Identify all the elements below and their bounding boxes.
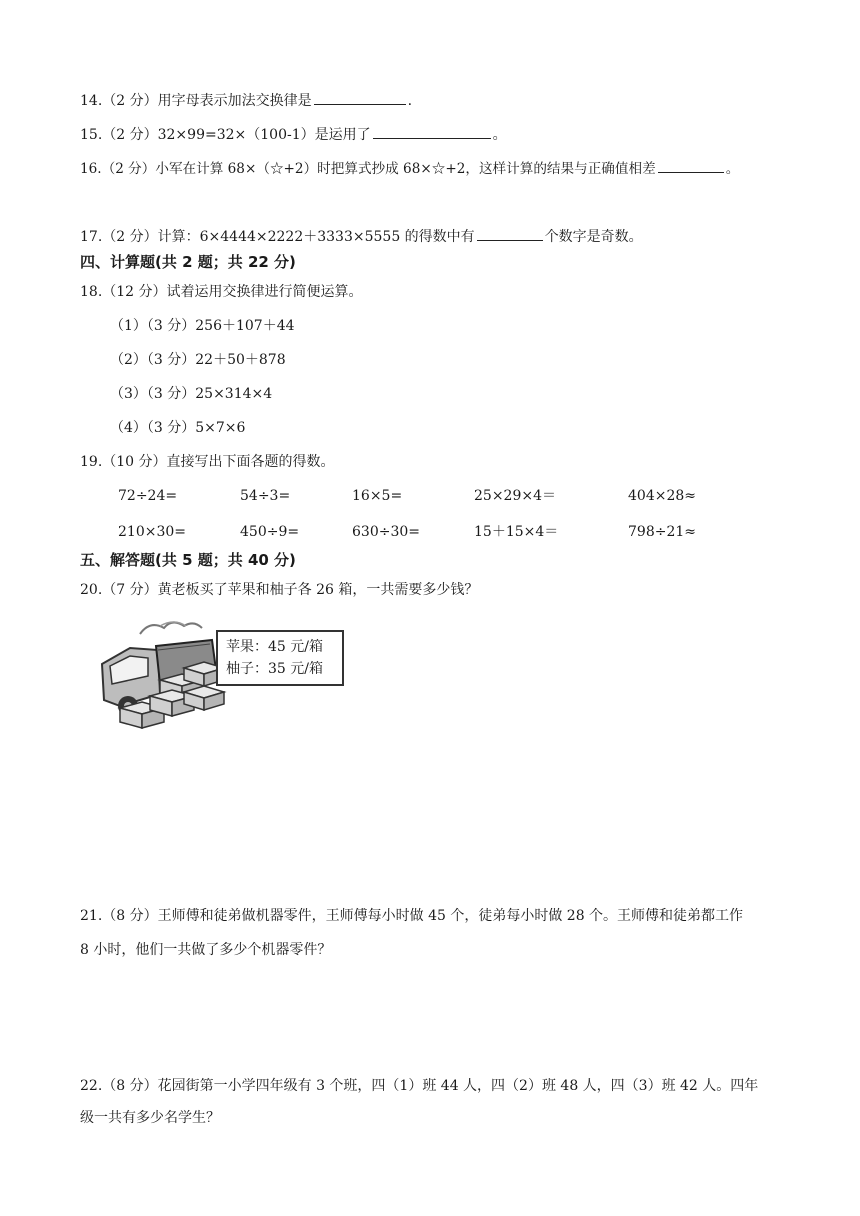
question-16-text: 16.（2 分）小军在计算 68×（☆+2）时把算式抄成 68×☆+2，这样计算的结果与正确值相差 bbox=[80, 161, 656, 177]
question-15 bbox=[80, 124, 507, 145]
answer-blank-15[interactable] bbox=[373, 124, 491, 139]
question-21-line-1: 21.（8 分）王师傅和徒弟做机器零件，王师傅每小时做 45 个，徒弟每小时做 28 个。王师傅和徒弟都工作 bbox=[80, 908, 744, 924]
calc-cell: 798÷21≈ bbox=[628, 524, 696, 540]
question-14 bbox=[80, 90, 412, 111]
question-18-item-3: （3）（3 分）25×314×4 bbox=[110, 386, 273, 402]
section-5-heading: 五、解答题(共 5 题；共 40 分) bbox=[80, 551, 296, 569]
calc-cell: 630÷30= bbox=[352, 524, 420, 540]
question-16 bbox=[80, 158, 739, 179]
question-17 bbox=[80, 226, 643, 247]
question-15-text: 15.（2 分）32×99=32×（100-1）是运用了 bbox=[80, 127, 371, 143]
question-15-tail: 。 bbox=[492, 127, 507, 143]
calc-cell: 15＋15×4＝ bbox=[474, 524, 559, 540]
answer-blank-17[interactable] bbox=[477, 226, 543, 241]
question-18-title: 18.（12 分）试着运用交换律进行简便运算。 bbox=[80, 284, 363, 300]
calc-cell: 210×30= bbox=[118, 524, 186, 540]
calc-cell: 72÷24= bbox=[118, 488, 178, 504]
price-sign bbox=[216, 630, 344, 686]
question-17-text: 17.（2 分）计算：6×4444×2222＋3333×5555 的得数中有 bbox=[80, 229, 475, 245]
truck-illustration bbox=[100, 614, 350, 736]
question-20-title: 20.（7 分）黄老板买了苹果和柚子各 26 箱，一共需要多少钱？ bbox=[80, 582, 479, 598]
price-pomelo: 柚子：35 元/箱 bbox=[226, 661, 323, 677]
question-18-item-4: （4）（3 分）5×7×6 bbox=[110, 420, 246, 436]
section-4-heading: 四、计算题(共 2 题；共 22 分) bbox=[80, 253, 296, 271]
calc-cell: 450÷9= bbox=[240, 524, 300, 540]
question-17-tail: 个数字是奇数。 bbox=[544, 229, 643, 245]
question-14-text: 14.（2 分）用字母表示加法交换律是 bbox=[80, 93, 312, 109]
calc-cell: 404×28≈ bbox=[628, 488, 696, 504]
question-14-tail: . bbox=[407, 93, 413, 109]
question-18-item-1: （1）（3 分）256＋107＋44 bbox=[110, 318, 295, 334]
question-21-line-2: 8 小时，他们一共做了多少个机器零件？ bbox=[80, 942, 332, 958]
calc-cell: 54÷3= bbox=[240, 488, 291, 504]
question-22-line-1: 22.（8 分）花园街第一小学四年级有 3 个班，四（1）班 44 人，四（2）班 48 人，四（3）班 42 人。四年 bbox=[80, 1078, 759, 1094]
question-16-tail: 。 bbox=[725, 161, 740, 177]
question-22-line-2: 级一共有多少名学生？ bbox=[80, 1110, 220, 1126]
answer-blank-14[interactable] bbox=[314, 90, 406, 105]
answer-blank-16[interactable] bbox=[658, 158, 724, 173]
question-19-title: 19.（10 分）直接写出下面各题的得数。 bbox=[80, 454, 335, 470]
question-18-item-2: （2）（3 分）22＋50＋878 bbox=[110, 352, 286, 368]
calc-cell: 16×5= bbox=[352, 488, 403, 504]
calc-cell: 25×29×4＝ bbox=[474, 488, 556, 504]
price-apple: 苹果：45 元/箱 bbox=[226, 639, 323, 655]
